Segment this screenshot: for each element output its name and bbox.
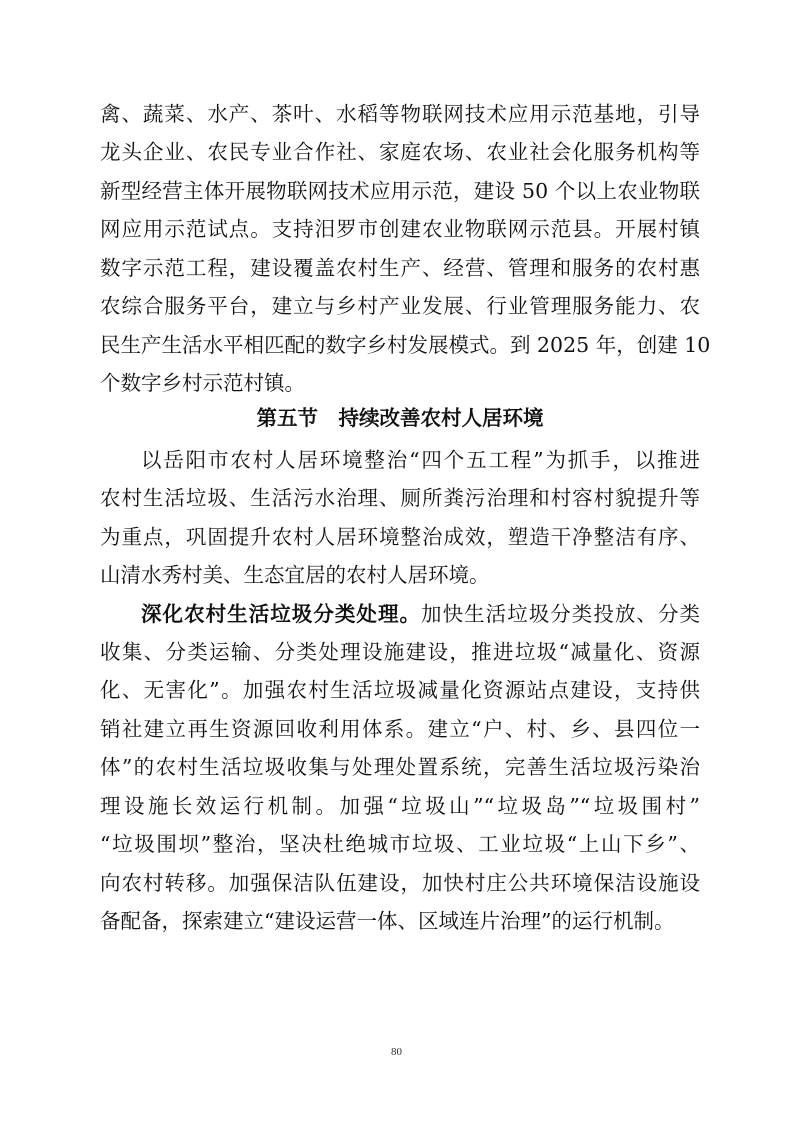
paragraph-line: 个数字乡村示范村镇。 [100, 371, 305, 395]
paragraph-line: 农村生活垃圾、生活污水治理、厕所粪污治理和村容村貌提升等 [100, 486, 700, 510]
paragraph-line: 体”的农村生活垃圾收集与处理处置系统，完善生活垃圾污染治 [100, 755, 700, 779]
paragraph-line: 收集、分类运输、分类处理设施建设，推进垃圾“减量化、资源 [100, 640, 700, 664]
paragraph-line: 山清水秀村美、生态宜居的农村人居环境。 [100, 563, 490, 587]
paragraph-line: 备配备，探索建立“建设运营一体、区域连片治理”的运行机制。 [100, 909, 675, 933]
paragraph-bold-lead: 深化农村生活垃圾分类处理。 [141, 602, 422, 626]
section-heading: 第五节 持续改善农村人居环境 [256, 406, 544, 430]
paragraph-first-line [141, 599, 700, 629]
paragraph-line: 为重点，巩固提升农村人居环境整治成效，塑造干净整洁有序、 [100, 525, 700, 549]
paragraph-line: 化、无害化”。加强农村生活垃圾减量化资源站点建设，支持供 [100, 678, 700, 702]
paragraph-line: 以岳阳市农村人居环境整治“四个五工程”为抓手，以推进 [141, 448, 700, 472]
paragraph-line: “垃圾围坝”整治，坚决杜绝城市垃圾、工业垃圾“上山下乡”、 [100, 832, 700, 856]
page-number: 80 [391, 1046, 402, 1058]
paragraph-line: 龙头企业、农民专业合作社、家庭农场、农业社会化服务机构等 [100, 140, 700, 164]
paragraph-line: 新型经营主体开展物联网技术应用示范，建设 50 个以上农业物联 [100, 179, 700, 203]
paragraph-line: 数字示范工程，建设覆盖农村生产、经营、管理和服务的农村惠 [100, 256, 700, 280]
paragraph-line: 民生产生活水平相匹配的数字乡村发展模式。到 2025 年，创建 10 [100, 333, 711, 357]
paragraph-line: 网应用示范试点。支持汨罗市创建农业物联网示范县。开展村镇 [100, 217, 700, 241]
paragraph-line: 销社建立再生资源回收利用体系。建立“户、村、乡、县四位一 [100, 717, 700, 741]
paragraph-line: 向农村转移。加强保洁队伍建设，加快村庄公共环境保洁设施设 [100, 871, 700, 895]
paragraph-line: 理设施长效运行机制。加强“垃圾山”“垃圾岛”“垃圾围村” [100, 794, 700, 818]
paragraph-line: 禽、蔬菜、水产、茶叶、水稻等物联网技术应用示范基地，引导 [100, 102, 700, 126]
paragraph-line-rest: 加快生活垃圾分类投放、分类 [421, 602, 701, 626]
paragraph-line: 农综合服务平台，建立与乡村产业发展、行业管理服务能力、农 [100, 294, 700, 318]
